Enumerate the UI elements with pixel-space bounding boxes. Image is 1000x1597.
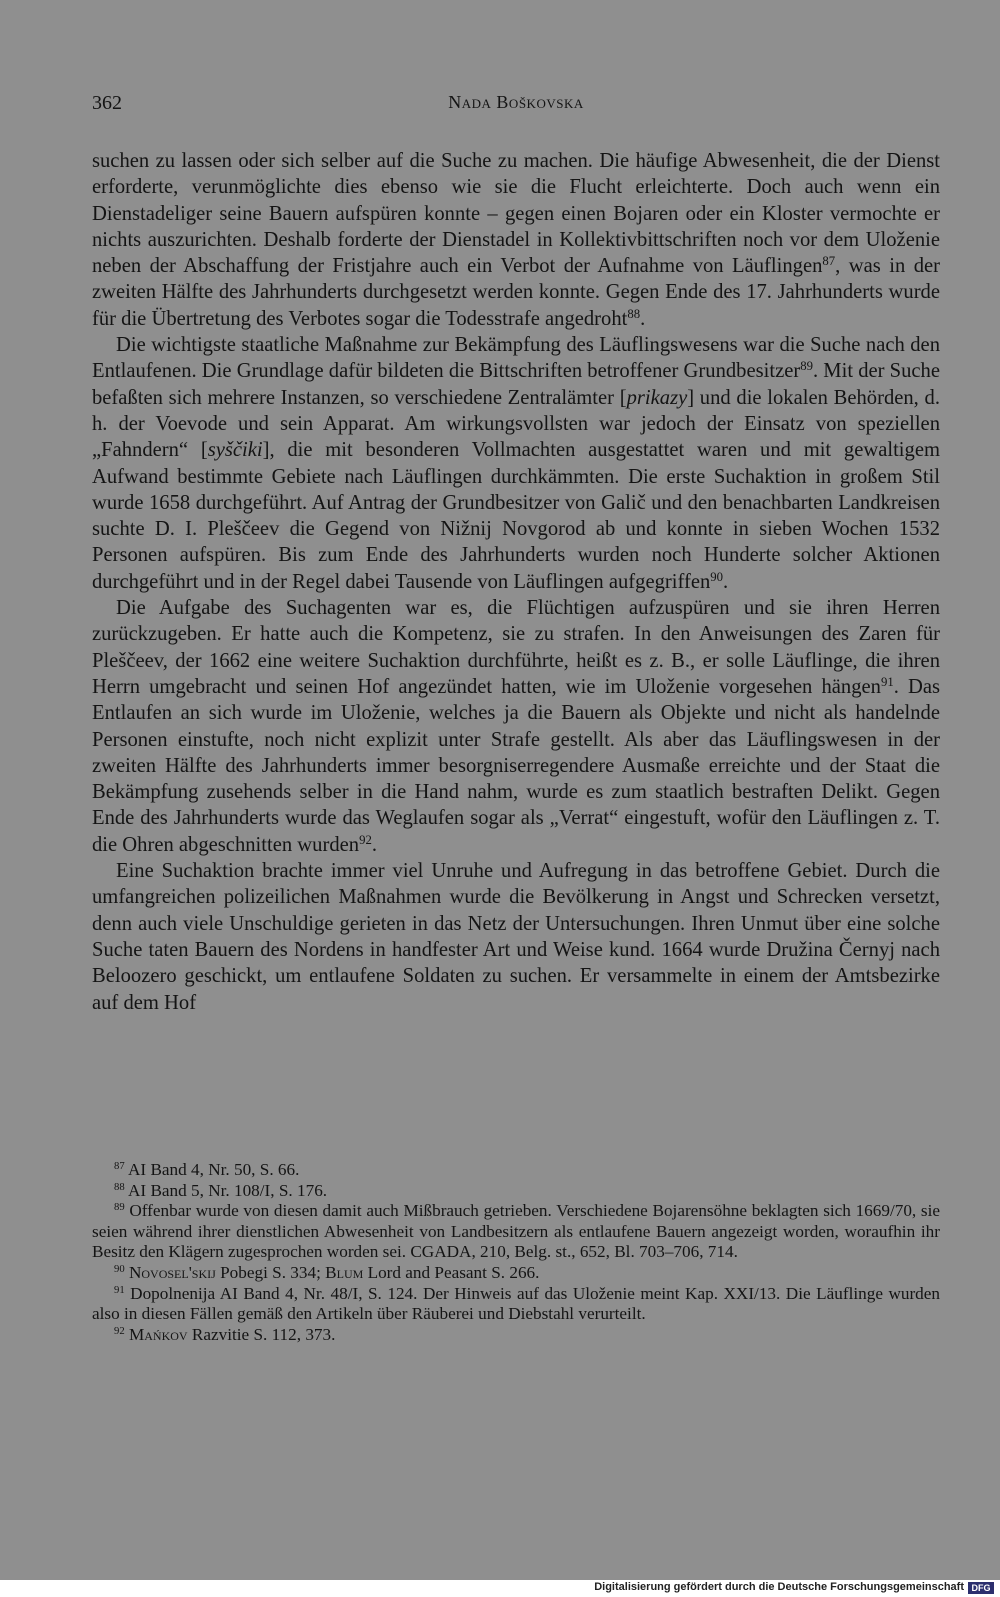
footnote-ref[interactable]: 91	[880, 674, 894, 689]
italic-term: syščiki	[207, 439, 263, 462]
footnote: $^{88}$ AI Band 5, Nr. 108/I, S. 176.	[114, 1180, 328, 1200]
footnote-ref[interactable]: 90	[710, 569, 724, 584]
funding-notice: Digitalisierung gefördert durch die Deutsche Forschungsgemeinschaft	[594, 1581, 964, 1593]
body-text	[92, 148, 940, 1016]
footnote-number: 88	[114, 1181, 125, 1193]
funding-bar	[0, 1580, 1000, 1597]
footnote: $^{87}$ AI Band 4, Nr. 50, S. 66.	[114, 1160, 300, 1179]
author-name: Blum	[325, 1262, 364, 1282]
dfg-logo-icon: DFG	[968, 1582, 994, 1594]
footnote: $^{92}$ Mańkov Razvitie S. 112, 373.	[114, 1324, 336, 1344]
page-header	[92, 92, 940, 122]
paragraph: suchen zu lassen oder sich selber auf die Suche zu machen. Die häufige Abwesenheit, die der Dienst erforderte, verunmöglichte dies ebenso wie sie die Flucht erleichterte. Doch auch wenn ein Dienstadeliger seine Bauern aufspüren konnte – gegen einen Bojaren oder ein Kloster vermochte er nichts auszurichten. Deshalb forderte der Dienstadel in Kollektivbittschriften noch vor dem Uloženie neben der Abschaffung der Fristjahre auch ein Verbot der Aufnahme von Läuflingen$^{87}$, was in der zweiten Hälfte des Jahrhunderts durchgesetzt werden konnte. Gegen Ende des 17. Jahrhunderts wurde für die Übertretung des Verbotes sogar die Todesstrafe angedroht$^{88}$.	[92, 150, 940, 330]
author-name: Novosel'skij	[128, 1262, 216, 1282]
footnote-number: 90	[114, 1264, 125, 1276]
paragraph: Eine Suchaktion brachte immer viel Unruhe und Aufregung in das betroffene Gebiet. Durch die umfangreichen polizeilichen Maßnahmen wurde die Bevölkerung in Angst und Schrecken versetzt, denn auch viele Unschuldige gerieten in das Netz der Untersuchungen. Ihren Unmut über eine solche Suche taten Bauern des Nordens in handfester Art und Weise kund. 1664 wurde Družina Černyj nach Beloozero geschickt, um entlaufene Soldaten zu suchen. Er versammelte in einem der Amtsbezirke auf dem Hof	[92, 860, 940, 1014]
footnote-ref[interactable]: 89	[800, 359, 813, 374]
author-name: Mańkov	[128, 1324, 188, 1344]
footnote-ref[interactable]: 92	[359, 832, 372, 847]
paragraph: Die Aufgabe des Suchagenten war es, die Flüchtigen aufzuspüren und sie ihren Herren zurückzugeben. Er hatte auch die Kompetenz, sie zu strafen. In den Anweisungen des Zaren für Pleščeev, der 1662 eine weitere Suchaktion durchführte, heißt es z. B., er solle Läuflinge, die ihren Herrn umgebracht und seinen Hof angezündet hatten, wie im Uloženie vorgesehen hängen$^{91}$. Das Entlaufen an sich wurde im Uloženie, welches ja die Bauern als Objekte und nicht als handelnde Personen einstufte, noch nicht explizit unter Strafe gestellt. Als aber das Läuflingswesen in der zweiten Hälfte des Jahrhunderts immer besorgniserregendere Ausmaße erreichte und der Staat die Bekämpfung zusehends selber in die Hand nahm, wurde es zum staatlich bestraften Delikt. Gegen Ende des Jahrhunderts wurde das Weglaufen sogar als „Verrat“ eingestuft, wofür den Läuflingen z. T. die Ohren abgeschnitten wurden$^{92}$.	[92, 597, 940, 856]
page-number: 362	[92, 92, 122, 114]
running-head: Nada Boškovska	[448, 92, 584, 112]
footnote-ref[interactable]: 87	[822, 254, 836, 269]
footnote: $^{89}$ Offenbar wurde von diesen damit auch Mißbrauch getrieben. Verschiedene Bojarensöhne beklagten sich 1669/70, sie seien während ihrer dienstlichen Abwesenheit von Landbesitzern als entlaufene Bauern angezeigt worden, woraufhin ihr Besitz den Klägern zugesprochen worden sei. CGADA, 210, Belg. st., 652, Bl. 703–706, 714.	[92, 1201, 941, 1262]
footnote-number: 87	[114, 1161, 125, 1173]
footnotes	[92, 1160, 940, 1345]
footnote-number: 89	[114, 1202, 125, 1214]
footnote-number: 91	[114, 1284, 125, 1296]
footnote-number: 92	[114, 1325, 125, 1337]
italic-term: prikazy	[626, 386, 688, 409]
footnote-ref[interactable]: 88	[627, 306, 641, 321]
footnote: $^{90}$ Novosel'skij Pobegi S. 334; Blum Lord and Peasant S. 266.	[114, 1262, 540, 1282]
footnote: $^{91}$ Dopolnenija AI Band 4, Nr. 48/I, S. 124. Der Hinweis auf das Uloženie meint Kap. XXI/13. Die Läuflinge wurden also in diesen Fällen gemäß den Artikeln über Räuberei und Diebstahl verurteilt.	[92, 1283, 940, 1324]
paragraph: Die wichtigste staatliche Maßnahme zur Bekämpfung des Läuflingswesens war die Suche nach den Entlaufenen. Die Grundlage dafür bildeten die Bittschriften betroffener Grundbesitzer$^{89}$. Mit der Suche befaßten sich mehrere Instanzen, so verschiedene Zentralämter [prikazy] und die lokalen Behörden, d. h. der Voevode und sein Apparat. Am wirkungsvollsten war jedoch der Einsatz von speziellen „Fahndern“ [syščiki], die mit besonderen Vollmachten ausgestattet waren und mit gewaltigem Aufwand bestimmte Gebiete nach Läuflingen durchkämmten. Die erste Suchaktion in großem Stil wurde 1658 durchgeführt. Auf Antrag der Grundbesitzer von Galič und den benachbarten Landkreisen suchte D. I. Pleščeev die Gegend von Nižnij Novgorod ab und konnte in sieben Wochen 1532 Personen aufspüren. Bis zum Ende des Jahrhunderts wurden noch Hunderte solcher Aktionen durchgeführt und in der Regel dabei Tausende von Läuflingen aufgegriffen$^{90}$.	[92, 334, 940, 593]
